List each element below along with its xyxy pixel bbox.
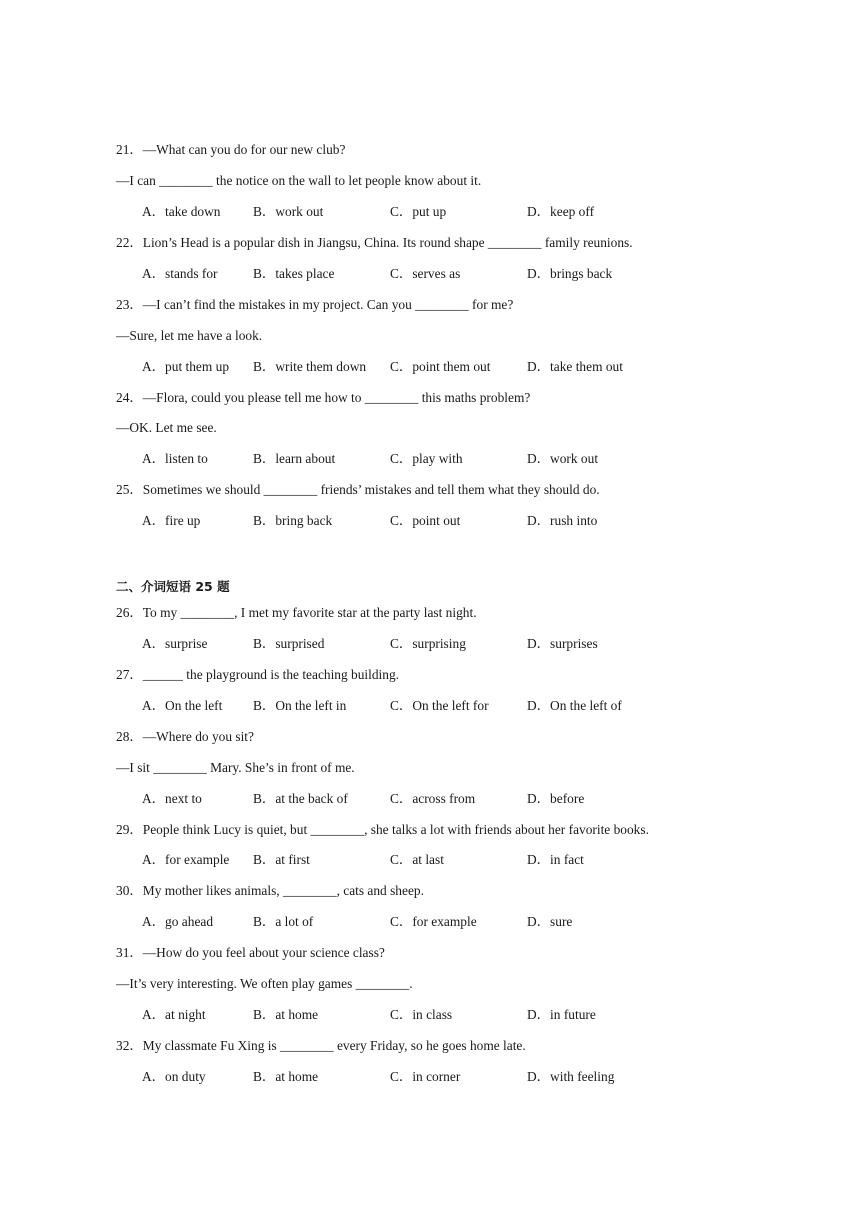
option-d: D．brings back [527,266,613,281]
option-a: A．at night [142,1007,206,1022]
option-d: D．with feeling [527,1069,615,1084]
option-b: B．a lot of [253,914,314,929]
option-d: D．keep off [527,204,595,219]
option-c: C．put up [390,204,447,219]
question-32-stem: 32．My classmate Fu Xing is ________ every Friday, so he goes home late. [116,1038,526,1053]
option-d: D．in fact [527,852,584,867]
question-28-stem: 28．—Where do you sit? [116,729,254,744]
option-c: C．surprising [390,636,466,651]
option-b: B．bring back [253,513,333,528]
question-31-options [142,1007,842,1023]
question-29-options [142,852,842,868]
question-25-stem: 25．Sometimes we should ________ friends’ mistakes and tell them what they should do. [116,482,600,497]
option-a: A．next to [142,791,202,806]
option-b: B．at the back of [253,791,348,806]
option-a: A．fire up [142,513,201,528]
option-a: A．surprise [142,636,208,651]
question-30-options [142,914,842,930]
option-b: B．work out [253,204,324,219]
question-23-stem: 23．—I can’t find the mistakes in my project. Can you ________ for me? [116,297,514,312]
option-b: B．learn about [253,451,336,466]
section-heading: 二、介词短语 25 题 [116,579,230,594]
option-d: D．take them out [527,359,623,374]
question-24-reply: —OK. Let me see. [116,420,217,435]
question-22-stem: 22．Lion’s Head is a popular dish in Jiangsu, China. Its round shape ________ family reunions. [116,235,633,250]
question-28-options [142,791,842,807]
question-30-stem: 30．My mother likes animals, ________, cats and sheep. [116,883,424,898]
option-c: C．for example [390,914,477,929]
option-c: C．On the left for [390,698,489,713]
question-22-options [142,266,842,282]
option-a: A．for example [142,852,230,867]
question-24-options [142,451,842,467]
option-d: D．in future [527,1007,596,1022]
option-c: C．at last [390,852,444,867]
option-a: A．listen to [142,451,208,466]
option-a: A．go ahead [142,914,214,929]
option-c: C．serves as [390,266,461,281]
option-b: B．surprised [253,636,325,651]
option-d: D．rush into [527,513,598,528]
option-c: C．point out [390,513,461,528]
question-27-stem: 27．______ the playground is the teaching building. [116,667,400,682]
option-a: A．on duty [142,1069,206,1084]
option-a: A．stands for [142,266,218,281]
option-a: A．On the left [142,698,223,713]
option-c: C．in class [390,1007,453,1022]
option-c: C．in corner [390,1069,461,1084]
question-28-reply: —I sit ________ Mary. She’s in front of me. [116,760,355,775]
option-b: B．at first [253,852,310,867]
option-a: A．put them up [142,359,230,374]
option-d: D．before [527,791,585,806]
option-d: D．sure [527,914,573,929]
question-29-stem: 29．People think Lucy is quiet, but ________, she talks a lot with friends about her favorite books. [116,822,649,837]
question-23-options [142,359,842,375]
option-d: D．On the left of [527,698,622,713]
option-b: B．write them down [253,359,367,374]
question-25-options [142,513,842,529]
option-c: C．play with [390,451,463,466]
option-b: B．On the left in [253,698,347,713]
question-27-options [142,698,842,714]
question-21-reply: —I can ________ the notice on the wall to let people know about it. [116,173,482,188]
question-26-options [142,636,842,652]
question-26-stem: 26．To my ________, I met my favorite star at the party last night. [116,605,477,620]
question-21-options [142,204,842,220]
option-b: B．at home [253,1007,319,1022]
question-23-reply: —Sure, let me have a look. [116,328,263,343]
option-b: B．at home [253,1069,319,1084]
option-d: D．surprises [527,636,598,651]
option-c: C．across from [390,791,476,806]
question-24-stem: 24．—Flora, could you please tell me how to ________ this maths problem? [116,390,531,405]
question-32-options [142,1069,842,1085]
option-b: B．takes place [253,266,335,281]
option-c: C．point them out [390,359,491,374]
option-d: D．work out [527,451,599,466]
question-31-reply: —It’s very interesting. We often play games ________. [116,976,413,991]
question-21-stem: 21．—What can you do for our new club? [116,142,346,157]
option-a: A．take down [142,204,221,219]
question-31-stem: 31．—How do you feel about your science class? [116,945,385,960]
